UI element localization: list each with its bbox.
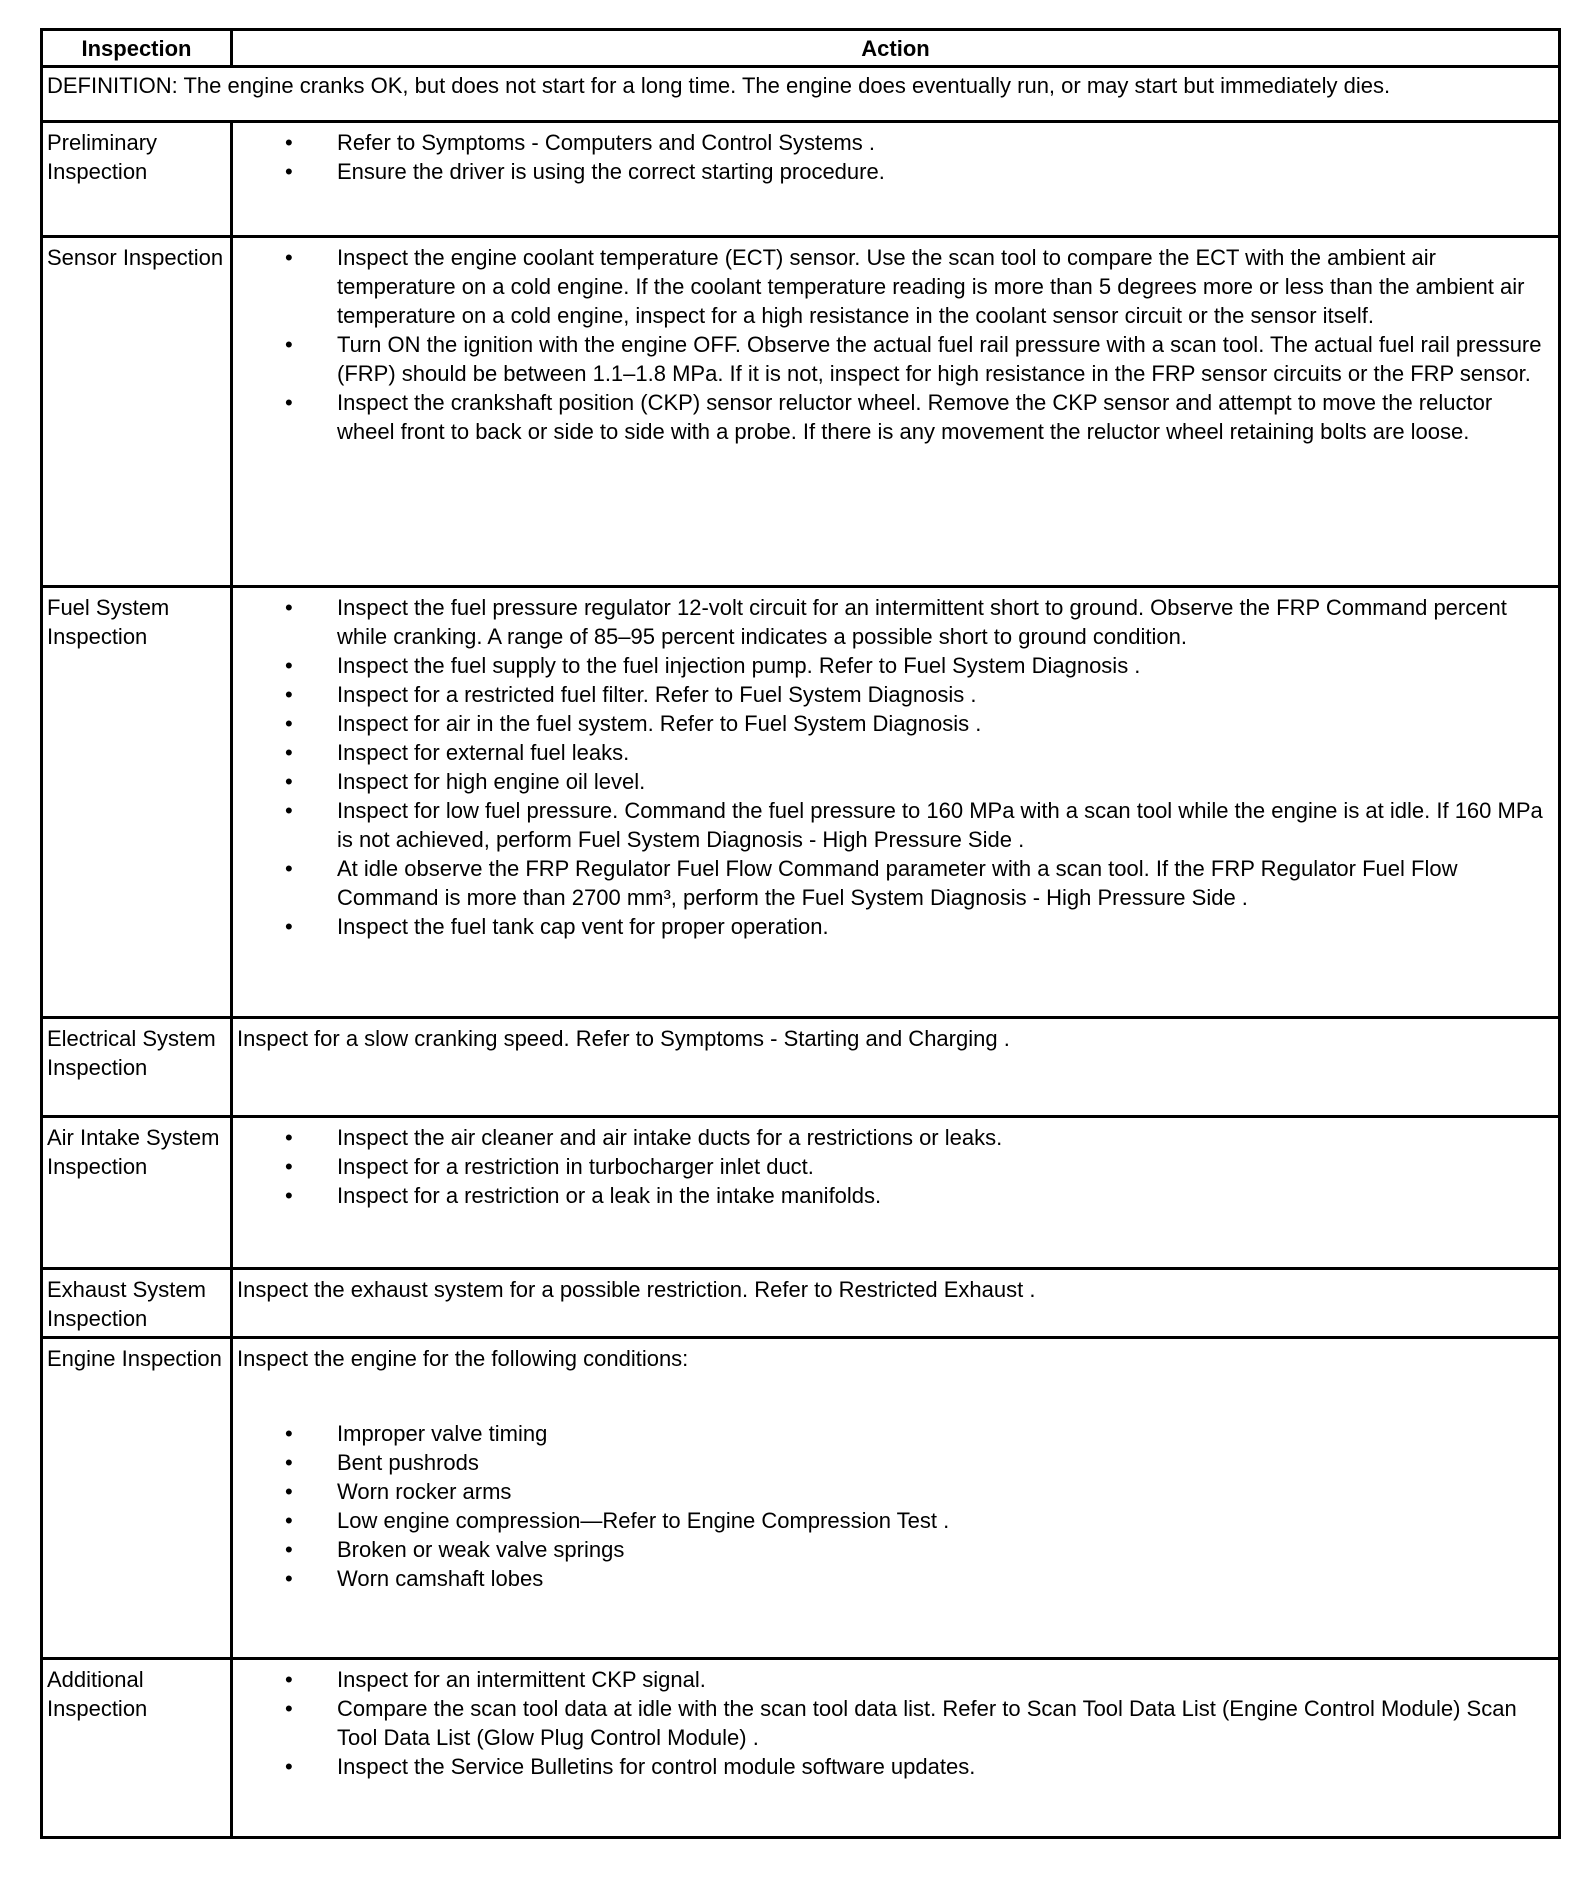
action-text: Inspect for a slow cranking speed. Refer to Symptoms - Starting and Charging . [237,1026,1010,1051]
inspection-label [42,122,232,237]
action-cell [232,1117,1560,1269]
action-cell [232,1338,1560,1659]
inspection-label-text: Sensor Inspection [47,245,224,270]
table-row [42,1338,1560,1659]
list-item: • Inspect the crankshaft position (CKP) sensor reluctor wheel. Remove the CKP sensor and attempt to move the reluctor wheel front to back or side to side with a probe. If there is any movement the reluctor wheel retaining bolts are loose. [337,388,1554,446]
list-item: • Inspect for high engine oil level. [337,767,1554,796]
spacer [237,1373,1554,1417]
list-item: • Inspect for air in the fuel system. Refer to Fuel System Diagnosis . [337,709,1554,738]
list-item: • Broken or weak valve springs [337,1535,1554,1564]
inspection-table [40,28,1561,1839]
list-item: • Inspect for a restricted fuel filter. Refer to Fuel System Diagnosis . [337,680,1554,709]
action-cell [232,1269,1560,1338]
list-item: • Inspect for a restriction or a leak in the intake manifolds. [337,1181,1554,1210]
action-list [237,1665,1554,1781]
list-item: • Inspect for low fuel pressure. Command the fuel pressure to 160 MPa with a scan tool while the engine is at idle. If 160 MPa is not achieved, perform Fuel System Diagnosis - High Pressure Side . [337,796,1554,854]
action-list [237,593,1554,941]
table-row [42,122,1560,237]
list-item: • Refer to Symptoms - Computers and Control Systems . [337,128,1554,157]
list-item: • Ensure the driver is using the correct starting procedure. [337,157,1554,186]
list-item: • Worn rocker arms [337,1477,1554,1506]
action-list [237,128,1554,186]
list-item: • Inspect for external fuel leaks. [337,738,1554,767]
inspection-label [42,1269,232,1338]
inspection-label [42,1338,232,1659]
table-row [42,1269,1560,1338]
list-item: • Inspect the air cleaner and air intake ducts for a restrictions or leaks. [337,1123,1554,1152]
action-text: Inspect the exhaust system for a possible restriction. Refer to Restricted Exhaust . [237,1277,1036,1302]
list-item: • Inspect the engine coolant temperature (ECT) sensor. Use the scan tool to compare the ECT with the ambient air temperature on a cold engine. If the coolant temperature reading is more than 5 degrees more or less than the ambient air temperature on a cold engine, inspect for a high resistance in the coolant sensor circuit or the sensor itself. [337,243,1554,330]
action-cell [232,1659,1560,1838]
inspection-label [42,237,232,587]
header-action: Action [232,30,1560,67]
inspection-label-text: Air Intake System Inspection [47,1125,220,1179]
action-list [237,1123,1554,1210]
table-row [42,1117,1560,1269]
inspection-label-text: Engine Inspection [47,1346,222,1371]
list-item: • Inspect the fuel pressure regulator 12-volt circuit for an intermittent short to ground. Observe the FRP Command percent while cranking. A range of 85–95 percent indicates a possible short to ground condition. [337,593,1554,651]
table-row [42,1018,1560,1117]
action-list [237,1419,1554,1593]
action-cell [232,122,1560,237]
inspection-label [42,1018,232,1117]
list-item: • Inspect the fuel tank cap vent for proper operation. [337,912,1554,941]
list-item: • Compare the scan tool data at idle with the scan tool data list. Refer to Scan Tool Data List (Engine Control Module) Scan Tool Data List (Glow Plug Control Module) . [337,1694,1554,1752]
inspection-label [42,1659,232,1838]
list-item: • Bent pushrods [337,1448,1554,1477]
header-row [42,30,1560,67]
inspection-label [42,1117,232,1269]
action-list [237,243,1554,446]
list-item: • Inspect the fuel supply to the fuel injection pump. Refer to Fuel System Diagnosis . [337,651,1554,680]
list-item: • At idle observe the FRP Regulator Fuel Flow Command parameter with a scan tool. If the FRP Regulator Fuel Flow Command is more than 2700 mm³, perform the Fuel System Diagnosis - High Pressure Side . [337,854,1554,912]
table-row [42,237,1560,587]
list-item: • Inspect for a restriction in turbocharger inlet duct. [337,1152,1554,1181]
table-row [42,1659,1560,1838]
inspection-label-text: Additional Inspection [47,1667,148,1721]
inspection-label-text: Fuel System Inspection [47,595,170,649]
inspection-label-text: Preliminary Inspection [47,130,158,184]
action-text: Inspect the engine for the following conditions: [237,1346,689,1371]
inspection-label-text: Electrical System Inspection [47,1026,216,1080]
action-cell [232,237,1560,587]
list-item: • Turn ON the ignition with the engine OFF. Observe the actual fuel rail pressure with a scan tool. The actual fuel rail pressure (FRP) should be between 1.1–1.8 MPa. If it is not, inspect for high resistance in the FRP sensor circuits or the FRP sensor. [337,330,1554,388]
list-item: • Inspect for an intermittent CKP signal. [337,1665,1554,1694]
definition-text: DEFINITION: The engine cranks OK, but does not start for a long time. The engine does eventually run, or may start but immediately dies. [42,67,1560,122]
header-inspection: Inspection [42,30,232,67]
inspection-label [42,587,232,1018]
table-row [42,587,1560,1018]
action-cell [232,1018,1560,1117]
definition-row [42,67,1560,122]
list-item: • Inspect the Service Bulletins for control module software updates. [337,1752,1554,1781]
list-item: • Worn camshaft lobes [337,1564,1554,1593]
action-cell [232,587,1560,1018]
list-item: • Improper valve timing [337,1419,1554,1448]
inspection-label-text: Exhaust System Inspection [47,1277,206,1331]
list-item: • Low engine compression—Refer to Engine Compression Test . [337,1506,1554,1535]
